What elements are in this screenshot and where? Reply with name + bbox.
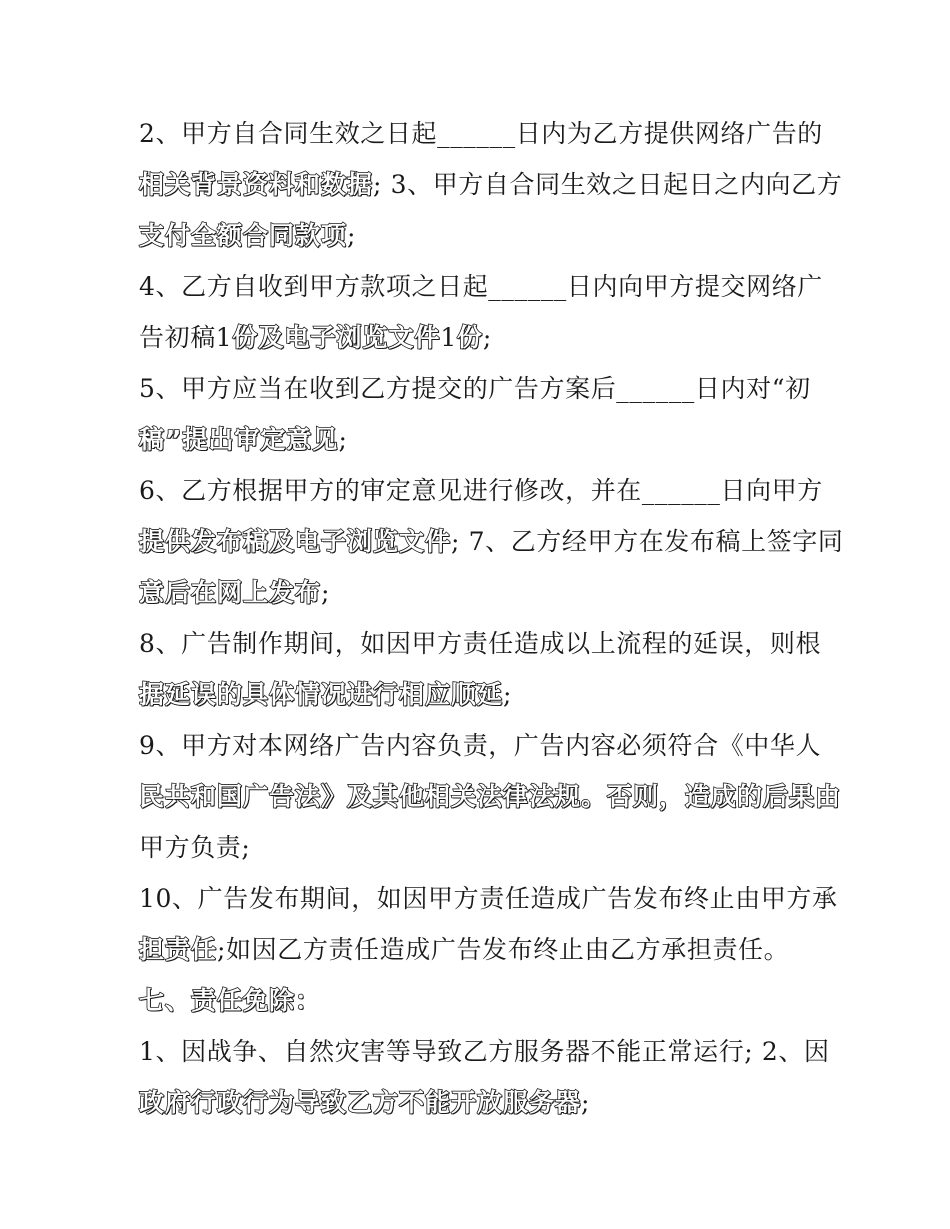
stylized-text-segment: 政府行政行为导致乙方不能开放服务器: [139, 1088, 582, 1117]
text-line: [139, 720, 820, 771]
text-line: [139, 924, 820, 975]
stylized-text-segment: 份: [456, 323, 483, 352]
stylized-text-segment: 七、责任免除：: [139, 986, 322, 1015]
text-segment: ;: [321, 578, 331, 607]
text-line: [139, 108, 823, 159]
stylized-text-segment: 据延误的具体情况进行相应顺延: [139, 680, 504, 709]
text-segment: 10、广告发布期间，如因甲方责任造成广告发布终止由甲方承: [139, 884, 838, 913]
text-segment: 6、乙方根据甲方的审定意见进行修改，并在______日向甲方: [139, 476, 823, 505]
text-line: [139, 873, 838, 924]
text-line: [139, 669, 820, 720]
text-line: [139, 261, 823, 312]
text-line: [139, 618, 820, 669]
text-line: [139, 1077, 820, 1128]
text-segment: 4、乙方自收到甲方款项之日起______日内向甲方提交网络广: [139, 272, 823, 301]
text-line: [139, 363, 820, 414]
text-line: [139, 159, 843, 210]
text-line: [139, 516, 844, 567]
text-line: [139, 312, 820, 363]
stylized-text-segment: 意后在网上发布: [139, 578, 322, 607]
stylized-text-segment: 支付全额合同款项: [139, 221, 348, 250]
stylized-text-segment: 相关背景资料和数据: [139, 170, 374, 199]
text-segment: 告初稿1: [139, 323, 233, 352]
text-segment: ;: [347, 221, 357, 250]
text-segment: ;如因乙方责任造成广告发布终止由乙方承担责任。: [217, 935, 790, 964]
text-segment: 2、甲方自合同生效之日起______日内为乙方提供网络广告的: [139, 119, 823, 148]
text-segment: ;: [581, 1088, 591, 1117]
text-segment: 甲方负责;: [139, 833, 251, 862]
stylized-text-segment: 民共和国广告法》及其他相关法律法规。否则，造成的后果由: [139, 782, 842, 811]
text-line: [139, 822, 820, 873]
text-line: [139, 975, 820, 1026]
stylized-text-segment: 提供发布稿及电子浏览文件: [139, 527, 452, 556]
text-line: [139, 567, 820, 618]
stylized-text-segment: 稿”提出审定意见: [139, 425, 339, 454]
text-line: [139, 414, 820, 465]
text-line: [139, 210, 820, 261]
text-segment: 1: [440, 323, 457, 352]
text-segment: 1、因战争、自然灾害等导致乙方服务器不能正常运行; 2、因: [139, 1037, 830, 1066]
text-segment: ;: [338, 425, 348, 454]
text-line: [139, 1026, 830, 1077]
text-line: [139, 771, 842, 822]
text-segment: 9、甲方对本网络广告内容负责，广告内容必须符合《中华人: [139, 731, 822, 760]
text-line: [139, 465, 823, 516]
text-segment: ;: [482, 323, 492, 352]
text-segment: ;: [503, 680, 513, 709]
text-segment: ; 7、乙方经甲方在发布稿上签字同: [451, 527, 844, 556]
stylized-text-segment: 份及电子浏览文件: [232, 323, 441, 352]
text-segment: 5、甲方应当在收到乙方提交的广告方案后______日内对“初: [139, 374, 811, 403]
stylized-text-segment: 担责任: [139, 935, 218, 964]
text-segment: ; 3、甲方自合同生效之日起日之内向乙方: [373, 170, 843, 199]
text-segment: 8、广告制作期间，如因甲方责任造成以上流程的延误，则根: [139, 629, 822, 658]
